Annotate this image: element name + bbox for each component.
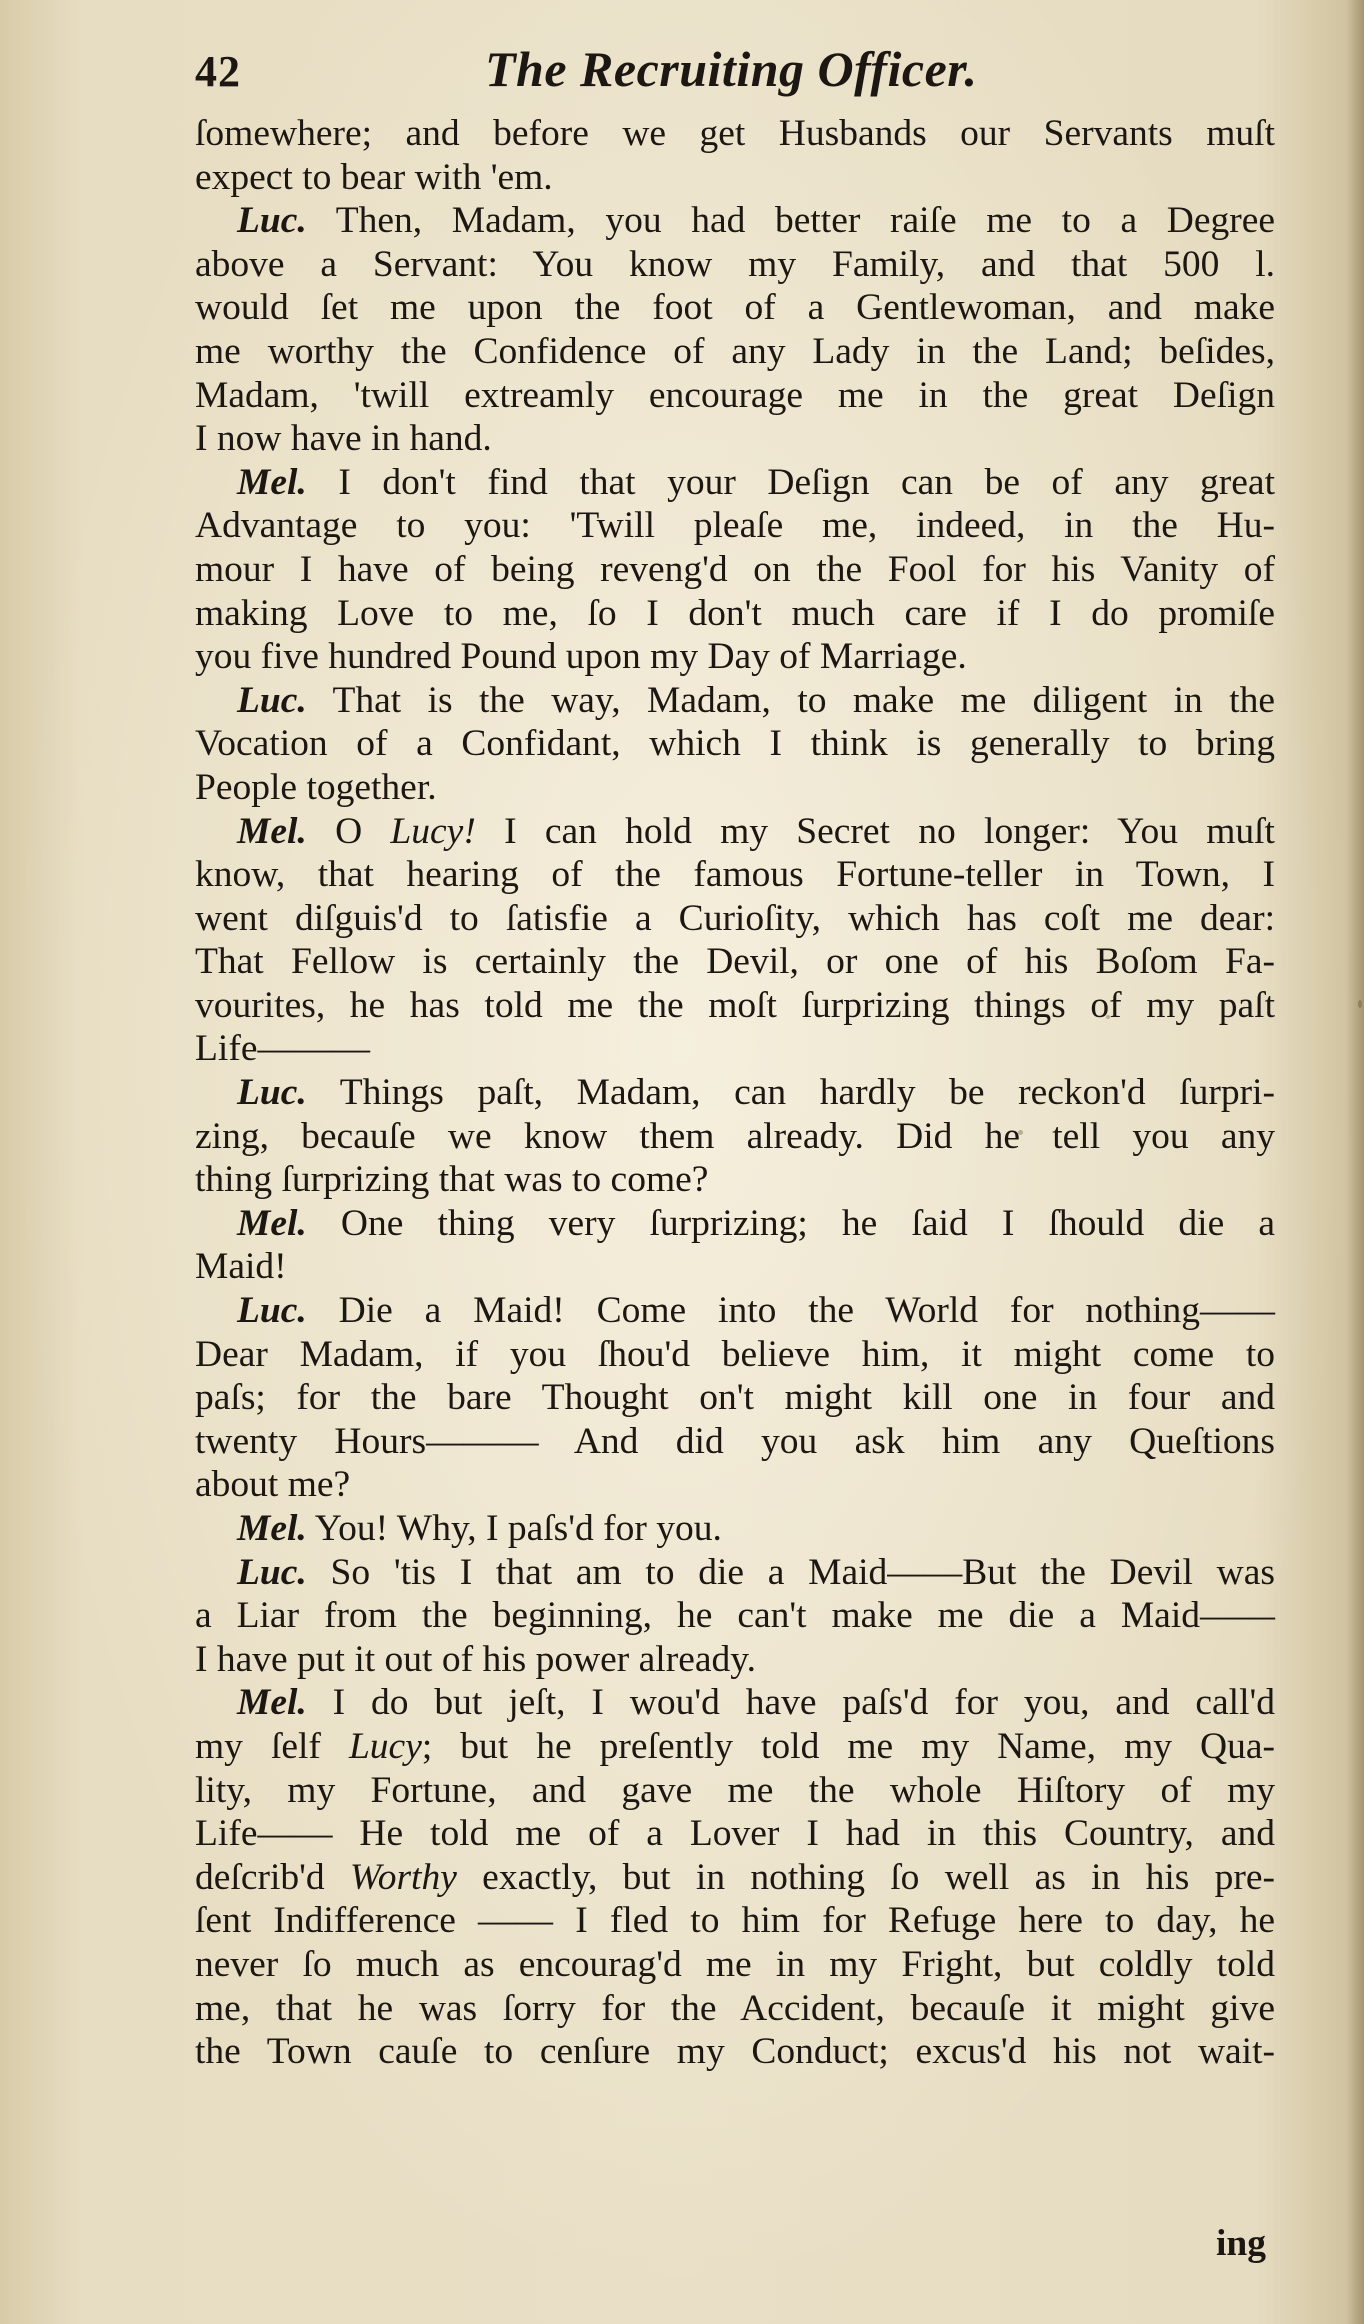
text-line (195, 853, 1275, 897)
line-text: Things paſt, Madam, can hardly be reckon'd ſurpri- (306, 1072, 1275, 1114)
line-text: a Liar from the beginning, he can't make me die a Maid—— (195, 1595, 1275, 1637)
line-text: zing, becauſe we know them already. Did he tell you any (195, 1115, 1275, 1157)
text-line (195, 1987, 1275, 2031)
italic-name: Worthy (349, 1856, 457, 1898)
line-text: me, that he was ſorry for the Accident, becauſe it might give (195, 1987, 1275, 2029)
line-text: Then, Madam, you had better raiſe me to a Degree (306, 200, 1275, 242)
speaker-name: Luc. (237, 1072, 307, 1114)
text-line (195, 1115, 1275, 1159)
line-text: O (306, 810, 391, 852)
line-text: Dear Madam, if you ſhou'd believe him, it might come to (195, 1333, 1275, 1375)
text-line (195, 417, 1275, 461)
play-text (195, 112, 1275, 2074)
line-text: Life——— (195, 1028, 370, 1070)
line-text: making Love to me, ſo I don't much care if I do promiſe (195, 592, 1275, 634)
text-line (195, 374, 1275, 418)
line-text: would ſet me upon the foot of a Gentlewoman, and make (195, 287, 1275, 329)
speaker-name: Mel. (237, 1682, 307, 1724)
speech-line (195, 1202, 1275, 1246)
line-text: know, that hearing of the famous Fortune-teller in Town, I (195, 854, 1275, 896)
line-text: expect to bear with 'em. (195, 156, 553, 198)
speech-line (195, 1507, 1275, 1551)
line-text: twenty Hours——— And did you ask him any Queſtions (195, 1420, 1275, 1462)
line-text: I now have in hand. (195, 418, 492, 460)
text-line (195, 1376, 1275, 1420)
text-line (195, 548, 1275, 592)
line-text: Vocation of a Confidant, which I think is generally to bring (195, 723, 1275, 765)
speech-line (195, 1289, 1275, 1333)
text-line (195, 112, 1275, 156)
line-text: I don't find that your Deſign can be of any great (306, 461, 1275, 503)
page-header (195, 36, 1275, 106)
text-line (195, 897, 1275, 941)
speaker-name: Luc. (237, 200, 307, 242)
line-text: above a Servant: You know my Family, and that 500 l. (195, 243, 1275, 285)
text-line (195, 1027, 1275, 1071)
text-line (195, 1899, 1275, 1943)
speaker-name: Mel. (237, 1202, 307, 1244)
speech-line (195, 199, 1275, 243)
line-text: ſomewhere; and before we get Husbands our Servants muſt (195, 113, 1275, 154)
line-text: I do but jeſt, I wou'd have paſs'd for you, and call'd (306, 1682, 1275, 1724)
text-line (195, 1333, 1275, 1377)
text-line (195, 766, 1275, 810)
line-text: People together. (195, 766, 437, 808)
line-text: my ſelf (195, 1725, 349, 1767)
speech-line (195, 1681, 1275, 1725)
text-line (195, 2030, 1275, 2074)
text-line (195, 592, 1275, 636)
line-text: That Fellow is certainly the Devil, or one of his Boſom Fa- (195, 941, 1275, 983)
speech-line (195, 461, 1275, 505)
line-text: lity, my Fortune, and gave me the whole Hiſtory of my (195, 1769, 1275, 1811)
italic-name: Lucy (348, 1725, 422, 1767)
speech-line (195, 1551, 1275, 1595)
italic-name: Lucy! (390, 810, 476, 852)
speaker-name: Luc. (237, 1551, 307, 1593)
text-line (195, 330, 1275, 374)
text-line (195, 635, 1275, 679)
text-line (195, 1943, 1275, 1987)
line-text: I have put it out of his power already. (195, 1638, 756, 1680)
line-text: You! Why, I paſs'd for you. (306, 1508, 722, 1549)
speech-line (195, 810, 1275, 854)
speech-line (195, 679, 1275, 723)
text-line (195, 722, 1275, 766)
line-text: you five hundred Pound upon my Day of Marriage. (195, 636, 967, 678)
line-text: about me? (195, 1464, 351, 1506)
running-title: The Recruiting Officer. (485, 41, 978, 97)
line-text-continued: ; but he preſently told me my Name, my Qua- (421, 1725, 1275, 1767)
speaker-name: Mel. (237, 461, 307, 503)
line-text: vourites, he has told me the moſt ſurprizing things of my paſt (195, 984, 1275, 1026)
line-text: So 'tis I that am to die a Maid——But the Devil was (306, 1551, 1275, 1593)
line-text: me worthy the Confidence of any Lady in the Land; beſides, (195, 330, 1275, 372)
speaker-name: Luc. (237, 679, 307, 721)
line-text: Maid! (195, 1246, 287, 1288)
text-line (195, 1463, 1275, 1507)
line-text: went diſguis'd to ſatisfie a Curioſity, which has coſt me dear: (195, 897, 1275, 939)
text-line (195, 1245, 1275, 1289)
line-text: the Town cauſe to cenſure my Conduct; excus'd his not wait- (195, 2031, 1275, 2073)
text-line (195, 156, 1275, 200)
line-text: thing ſurprizing that was to come? (195, 1159, 709, 1201)
text-line (195, 1856, 1275, 1900)
line-text: never ſo much as encourag'd me in my Fright, but coldly told (195, 1943, 1275, 1985)
text-line (195, 1812, 1275, 1856)
line-text: Life—— He told me of a Lover I had in this Country, and (195, 1813, 1275, 1855)
text-line (195, 1420, 1275, 1464)
text-line (195, 504, 1275, 548)
text-line (195, 940, 1275, 984)
line-text: deſcrib'd (195, 1856, 350, 1898)
text-line (195, 243, 1275, 287)
page-number: 42 (195, 47, 241, 96)
ink-speck (1358, 1000, 1362, 1008)
line-text: Madam, 'twill extreamly encourage me in the great Deſign (195, 374, 1275, 416)
line-text: That is the way, Madam, to make me diligent in the (306, 679, 1275, 721)
text-line (195, 1769, 1275, 1813)
line-text: mour I have of being reveng'd on the Fool for his Vanity of (195, 548, 1275, 590)
speaker-name: Luc. (237, 1290, 307, 1332)
speech-line (195, 1071, 1275, 1115)
page-edge-shadow (1346, 0, 1364, 2324)
line-text: ſent Indifference —— I fled to him for Refuge here to day, he (195, 1900, 1275, 1942)
text-line (195, 1594, 1275, 1638)
line-text: One thing very ſurprizing; he ſaid I ſhould die a (306, 1202, 1275, 1244)
ink-speck (1106, 1015, 1110, 1019)
text-line (195, 984, 1275, 1028)
line-text: Advantage to you: 'Twill pleaſe me, indeed, in the Hu- (195, 505, 1275, 547)
catchword: ing (1216, 2223, 1267, 2264)
text-line (195, 286, 1275, 330)
text-line (195, 1638, 1275, 1682)
line-text: Die a Maid! Come into the World for nothing—— (306, 1290, 1275, 1332)
speaker-name: Mel. (237, 1508, 307, 1549)
text-line (195, 1725, 1275, 1769)
line-text: paſs; for the bare Thought on't might kill one in four and (195, 1377, 1275, 1419)
line-text-continued: I can hold my Secret no longer: You muſt (475, 810, 1275, 852)
text-line (195, 1158, 1275, 1202)
ink-speck (1018, 1130, 1023, 1135)
speaker-name: Mel. (237, 810, 307, 852)
line-text-continued: exactly, but in nothing ſo well as in his pre- (456, 1856, 1275, 1898)
